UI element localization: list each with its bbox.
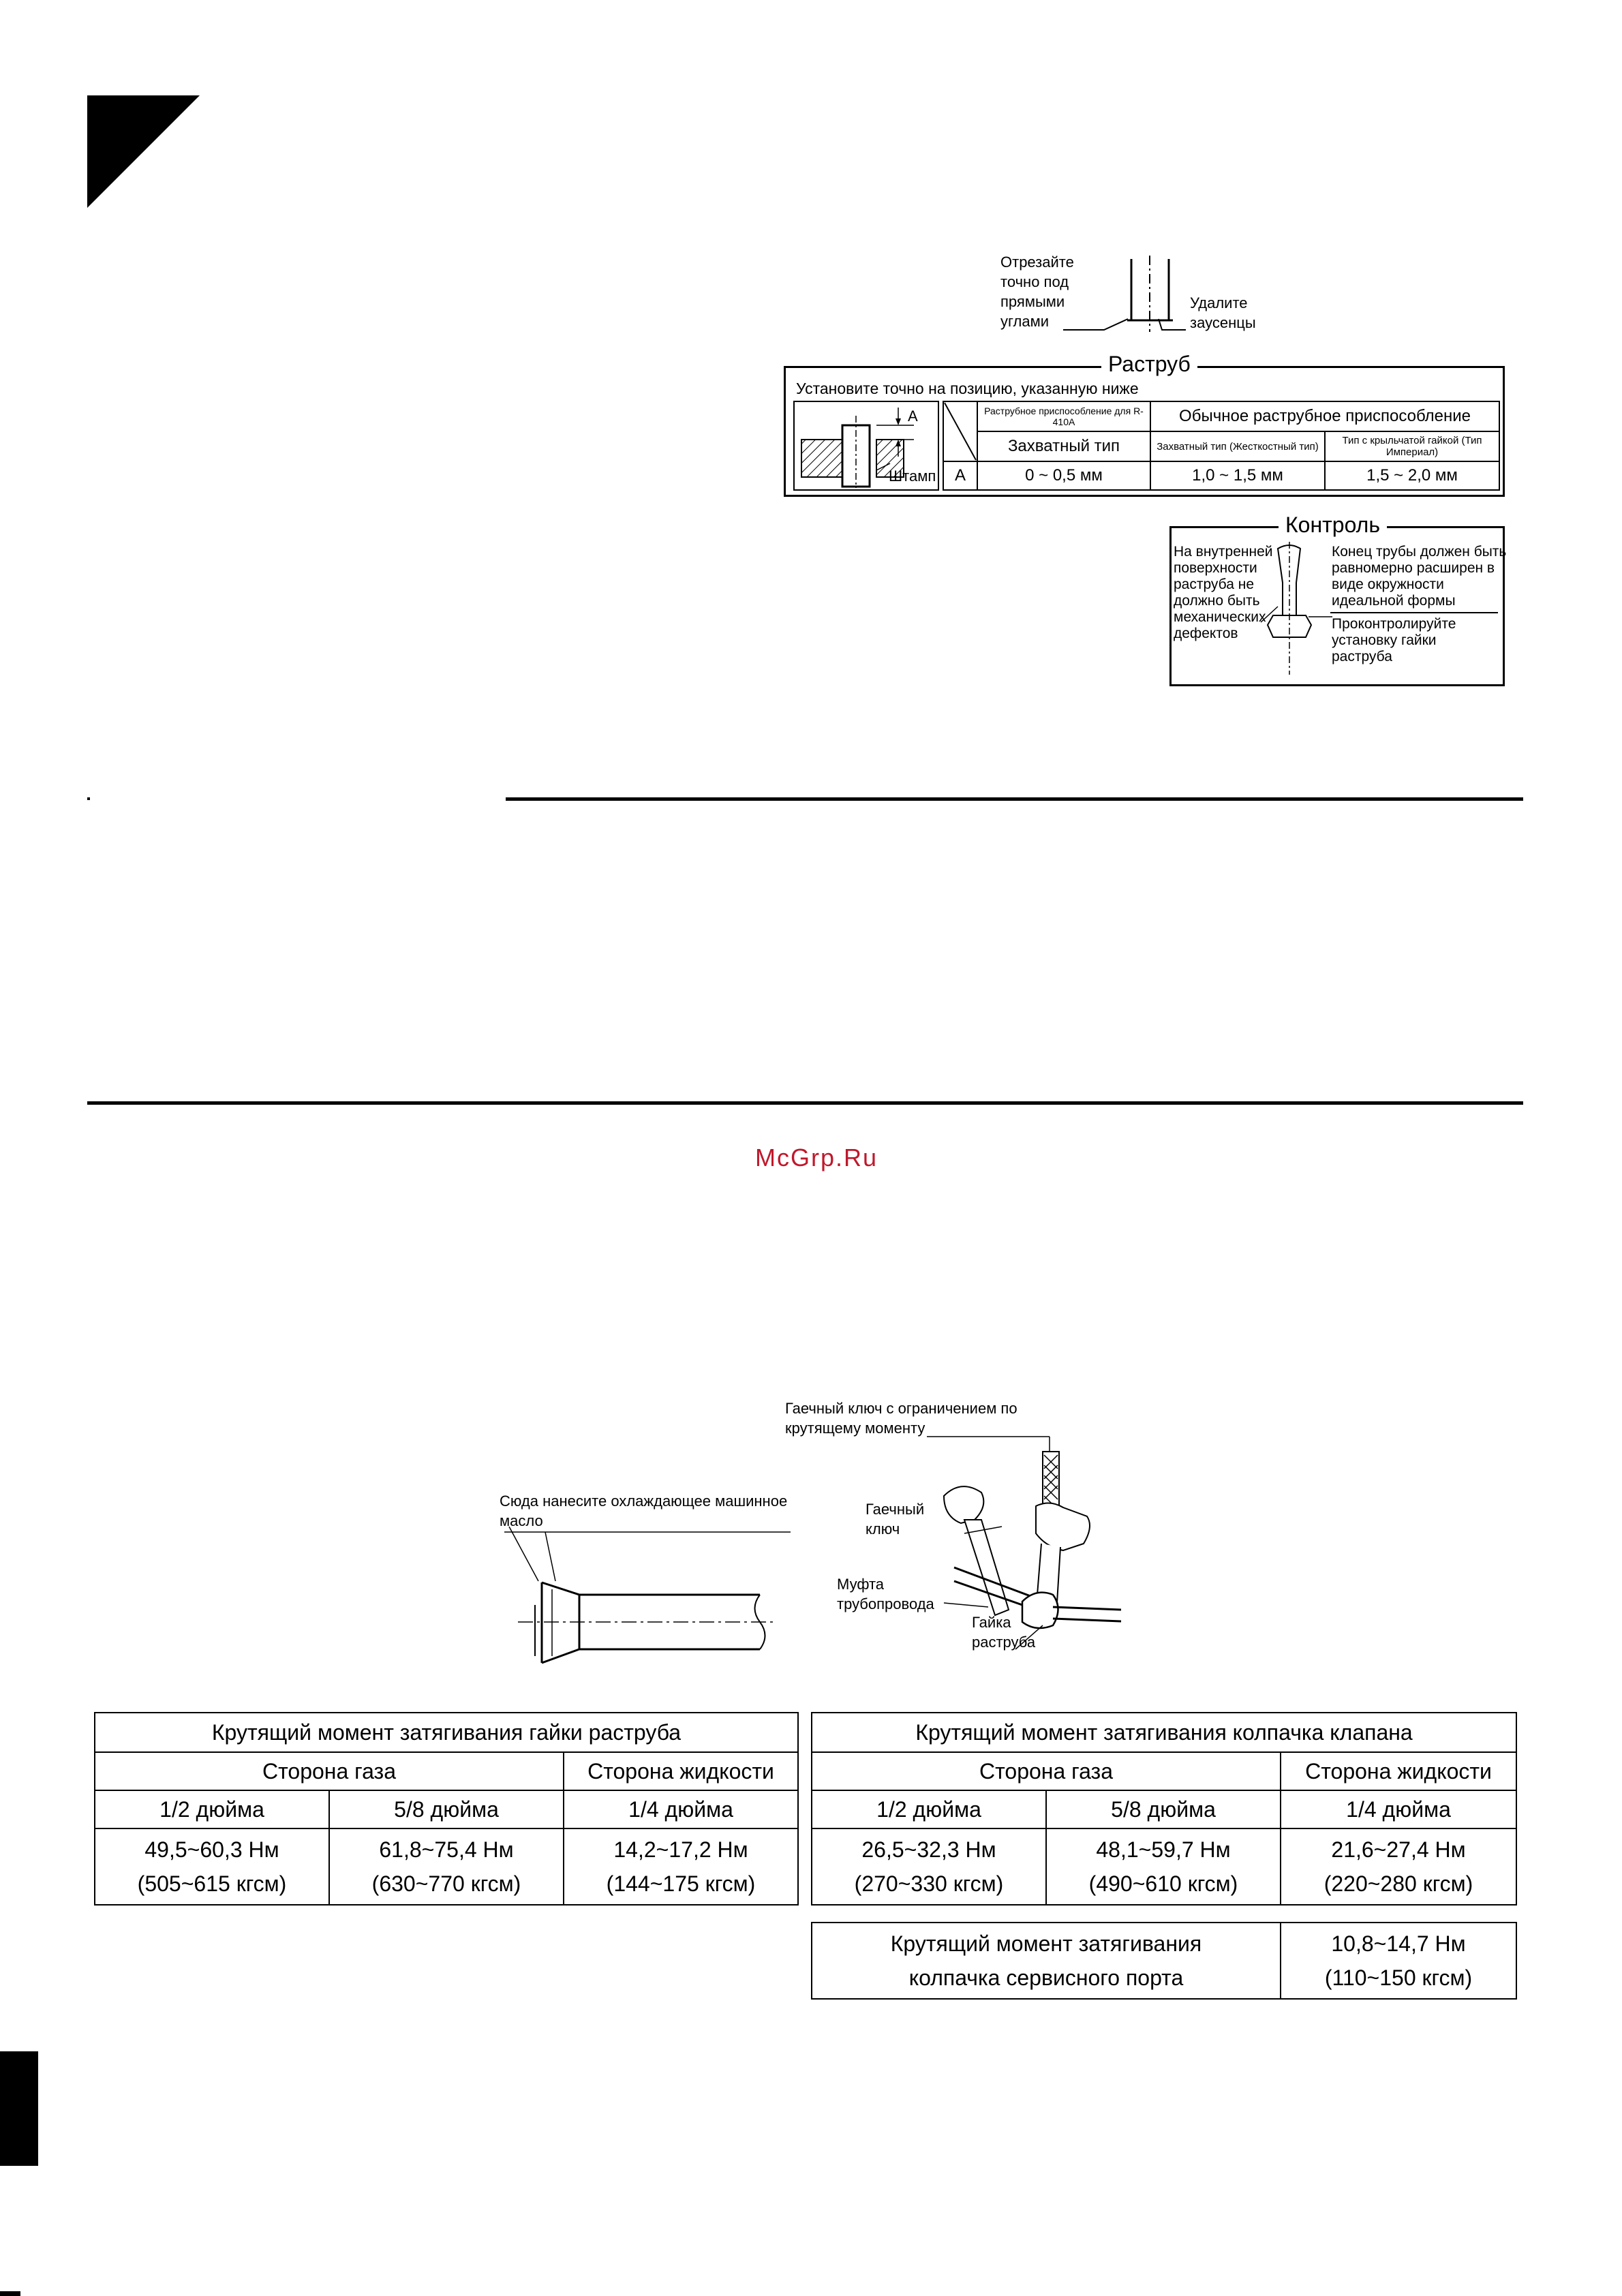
sub-wing: Тип с крыльчатой гайкой (Тип Империал): [1325, 431, 1499, 461]
check-right-text-2: Проконтролируйте установку гайки раструба: [1332, 616, 1456, 664]
flare-box-title: Раструб: [1101, 352, 1197, 377]
cut-leader-lines: [1063, 300, 1199, 341]
deburr-label: Удалите заусенцы: [1190, 294, 1256, 331]
valve-cap-size: 1/2 дюйма: [812, 1790, 1046, 1828]
oil-label: Сюда нанесите охлаждающее машинное масло: [500, 1493, 788, 1529]
flare-box-subtitle: Установите точно на позицию, указанную ниже: [796, 380, 1139, 397]
watermark: McGrp.Ru: [755, 1144, 878, 1172]
pipe-union-label: Муфта трубопровода: [837, 1576, 934, 1612]
bottom-edge-mark: [0, 2291, 20, 2296]
service-port-value: 10,8~14,7 Нм (110~150 кгсм): [1281, 1923, 1516, 1999]
check-divider: [1330, 612, 1498, 613]
torque-wrench-label: Гаечный ключ с ограничением по крутящему моменту: [785, 1400, 1017, 1437]
sub-clutch-rigid: Захватный тип (Жесткостный тип): [1150, 431, 1325, 461]
flare-nut-gas-side: Сторона газа: [95, 1752, 564, 1790]
row-label-a: A: [943, 461, 977, 490]
side-black-tab: [0, 2051, 38, 2166]
flare-nut-size: 1/4 дюйма: [564, 1790, 798, 1828]
flare-nut-size: 5/8 дюйма: [329, 1790, 564, 1828]
flare-check-illustration: [1261, 542, 1336, 678]
sub-clutch: Захватный тип: [977, 431, 1150, 461]
corner-triangle-mark: [87, 95, 203, 211]
flare-nut-size: 1/2 дюйма: [95, 1790, 329, 1828]
flare-nut-table-title: Крутящий момент затягивания гайки раструба: [95, 1713, 798, 1752]
flare-nut-label: Гайка раструба: [972, 1614, 1036, 1651]
flare-nut-liquid-side: Сторона жидкости: [564, 1752, 798, 1790]
section-rule-short-mark: [87, 797, 90, 800]
wrenches-illustration: [927, 1431, 1131, 1656]
section-rule-bottom: [87, 1101, 1523, 1105]
valve-cap-table-title: Крутящий момент затягивания колпачка клапана: [812, 1713, 1516, 1752]
valve-cap-value: 21,6~27,4 Нм (220~280 кгсм): [1281, 1828, 1516, 1905]
valve-cap-value: 26,5~32,3 Нм (270~330 кгсм): [812, 1828, 1046, 1905]
service-port-label: Крутящий момент затягивания колпачка сервисного порта: [812, 1923, 1281, 1999]
valve-cap-liquid-side: Сторона жидкости: [1281, 1752, 1516, 1790]
check-right-text-1: Конец трубы должен быть равномерно расширен в виде окружности идеальной формы: [1332, 544, 1507, 609]
flare-nut-value: 14,2~17,2 Нм (144~175 кгсм): [564, 1828, 798, 1905]
flare-table: [943, 401, 1500, 491]
valve-cap-size: 1/4 дюйма: [1281, 1790, 1516, 1828]
die-label: Штамп: [889, 468, 936, 485]
valve-cap-torque-table: [811, 1712, 1517, 1905]
valve-cap-gas-side: Сторона газа: [812, 1752, 1281, 1790]
valve-cap-value: 48,1~59,7 Нм (490~610 кгсм): [1046, 1828, 1281, 1905]
flare-nut-torque-table: [94, 1712, 799, 1905]
cut-square-label: Отрезайте точно под прямыми углами: [1000, 254, 1074, 330]
header-regular: Обычное раструбное приспособление: [1150, 401, 1499, 431]
valve-cap-size: 5/8 дюйма: [1046, 1790, 1281, 1828]
flare-value-1: 0 ~ 0,5 мм: [977, 461, 1150, 490]
flare-value-3: 1,5 ~ 2,0 мм: [1325, 461, 1499, 490]
header-r410a: Раструбное приспособление для R-410A: [977, 401, 1150, 431]
check-left-text: На внутренней поверхности раструба не должно быть механических дефектов: [1174, 544, 1273, 641]
check-box-title: Контроль: [1279, 512, 1387, 538]
section-rule-top: [506, 797, 1523, 801]
flare-value-2: 1,0 ~ 1,5 мм: [1150, 461, 1325, 490]
flared-pipe-illustration: [504, 1527, 791, 1670]
flare-nut-value: 61,8~75,4 Нм (630~770 кгсм): [329, 1828, 564, 1905]
die-dimension-a: A: [908, 408, 918, 425]
flare-nut-value: 49,5~60,3 Нм (505~615 кгсм): [95, 1828, 329, 1905]
wrench-label: Гаечный ключ: [866, 1501, 925, 1537]
service-port-torque-table: [811, 1922, 1517, 2000]
